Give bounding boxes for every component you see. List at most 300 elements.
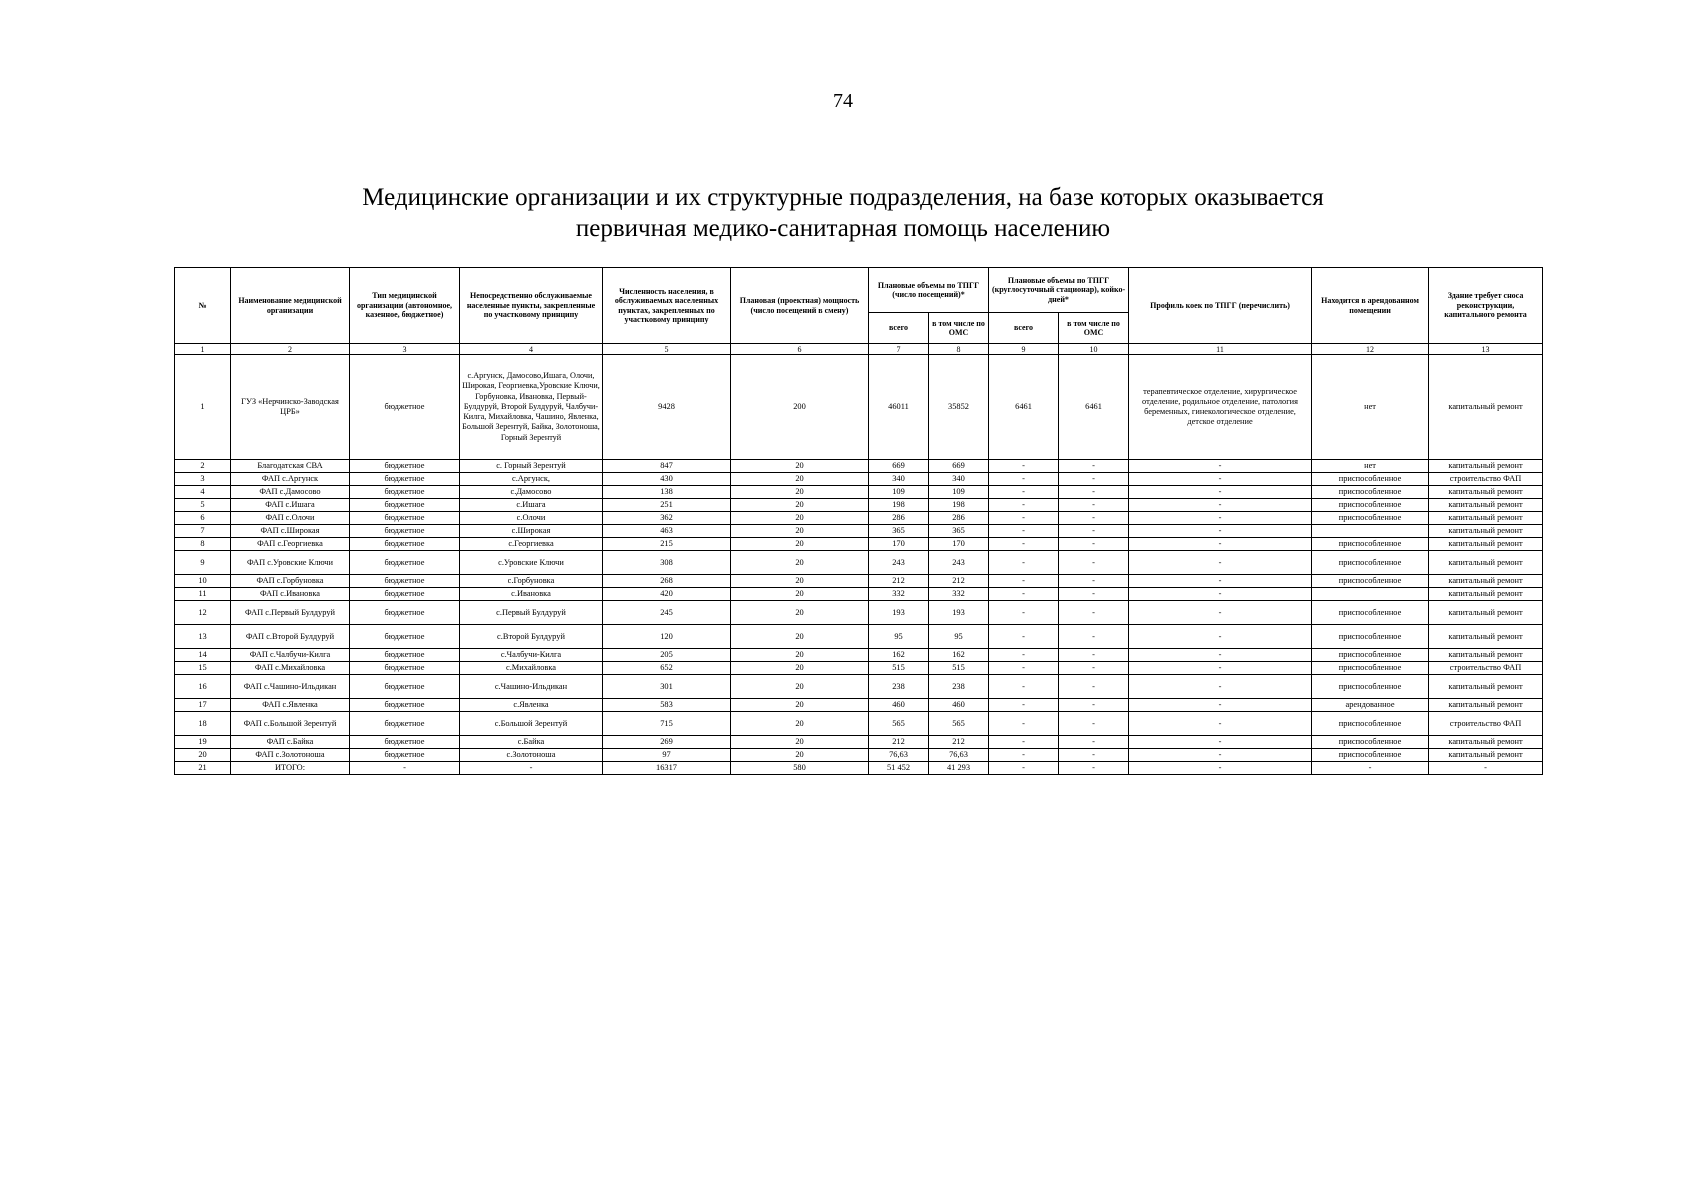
cell-profile: - (1129, 662, 1312, 675)
cell-visits-total: 243 (869, 551, 929, 575)
cell-settlements: с.Первый Булдуруй (460, 601, 603, 625)
cell-building: строительство ФАП (1429, 712, 1543, 736)
cell-profile: - (1129, 499, 1312, 512)
cell-bed-total: - (989, 675, 1059, 699)
cell-visits-oms: 286 (929, 512, 989, 525)
cell-capacity: 20 (731, 712, 869, 736)
header-settlements: Непосредственно обслуживаемые населенные пункты, закрепленные по участковому принципу (460, 268, 603, 344)
cell-capacity: 20 (731, 601, 869, 625)
column-number: 2 (231, 344, 350, 355)
cell-bed-oms: - (1059, 512, 1129, 525)
column-number: 11 (1129, 344, 1312, 355)
cell-visits-oms: 340 (929, 473, 989, 486)
cell-rented: приспособленное (1312, 473, 1429, 486)
cell-visits-total: 198 (869, 499, 929, 512)
header-rented: Находится в арендованном помещении (1312, 268, 1429, 344)
cell-capacity: 20 (731, 675, 869, 699)
cell-num: 7 (175, 525, 231, 538)
cell-num: 9 (175, 551, 231, 575)
cell-profile: - (1129, 649, 1312, 662)
cell-visits-oms: 170 (929, 538, 989, 551)
cell-bed-total: - (989, 649, 1059, 662)
cell-settlements: с.Большой Зерентуй (460, 712, 603, 736)
cell-bed-total: - (989, 625, 1059, 649)
cell-visits-oms: 565 (929, 712, 989, 736)
cell-name: ФАП с.Байка (231, 736, 350, 749)
cell-profile: - (1129, 473, 1312, 486)
cell-rented: приспособленное (1312, 575, 1429, 588)
cell-type: бюджетное (350, 512, 460, 525)
cell-building: капитальный ремонт (1429, 499, 1543, 512)
cell-num: 19 (175, 736, 231, 749)
cell-visits-oms: 95 (929, 625, 989, 649)
table-row (175, 499, 1543, 512)
cell-visits-oms: 212 (929, 575, 989, 588)
cell-population: 251 (603, 499, 731, 512)
column-number: 13 (1429, 344, 1543, 355)
cell-settlements: с.Горбуновка (460, 575, 603, 588)
header-profile: Профиль коек по ТПГГ (перечислить) (1129, 268, 1312, 344)
cell-bed-total: - (989, 499, 1059, 512)
cell-visits-total: 46011 (869, 355, 929, 460)
cell-num: 21 (175, 762, 231, 775)
cell-capacity: 20 (731, 625, 869, 649)
cell-building: капитальный ремонт (1429, 736, 1543, 749)
cell-rented: приспособленное (1312, 649, 1429, 662)
cell-building: капитальный ремонт (1429, 575, 1543, 588)
cell-visits-oms: 332 (929, 588, 989, 601)
cell-name: ГУЗ «Нерчинско-Заводская ЦРБ» (231, 355, 350, 460)
cell-profile: - (1129, 525, 1312, 538)
cell-settlements: с.Ишага (460, 499, 603, 512)
cell-num: 15 (175, 662, 231, 675)
cell-capacity: 20 (731, 699, 869, 712)
cell-profile: - (1129, 712, 1312, 736)
cell-rented (1312, 525, 1429, 538)
cell-profile: - (1129, 486, 1312, 499)
cell-bed-total: - (989, 588, 1059, 601)
cell-population: 583 (603, 699, 731, 712)
cell-building: капитальный ремонт (1429, 512, 1543, 525)
cell-bed-oms: - (1059, 649, 1129, 662)
header-name: Наименование медицинской организации (231, 268, 350, 344)
table-row (175, 575, 1543, 588)
cell-capacity: 200 (731, 355, 869, 460)
cell-rented: приспособленное (1312, 712, 1429, 736)
cell-name: ФАП с.Золотоноша (231, 749, 350, 762)
cell-visits-total: 669 (869, 460, 929, 473)
cell-bed-total: - (989, 473, 1059, 486)
cell-visits-total: 162 (869, 649, 929, 662)
cell-population: 847 (603, 460, 731, 473)
cell-bed-total: - (989, 460, 1059, 473)
cell-bed-total: - (989, 575, 1059, 588)
cell-settlements: с.Уровские Ключи (460, 551, 603, 575)
cell-profile: - (1129, 575, 1312, 588)
table-row (175, 512, 1543, 525)
table-row (175, 551, 1543, 575)
cell-building: строительство ФАП (1429, 473, 1543, 486)
cell-profile: - (1129, 625, 1312, 649)
cell-bed-total: 6461 (989, 355, 1059, 460)
cell-bed-total: - (989, 712, 1059, 736)
cell-type: бюджетное (350, 712, 460, 736)
cell-profile: - (1129, 699, 1312, 712)
cell-type: бюджетное (350, 749, 460, 762)
header-building: Здание требует сноса реконструкции, капитального ремонта (1429, 268, 1543, 344)
cell-type: бюджетное (350, 625, 460, 649)
cell-capacity: 20 (731, 525, 869, 538)
cell-rented: приспособленное (1312, 551, 1429, 575)
cell-profile: - (1129, 736, 1312, 749)
cell-visits-total: 286 (869, 512, 929, 525)
cell-population: 652 (603, 662, 731, 675)
cell-num: 17 (175, 699, 231, 712)
cell-profile: - (1129, 675, 1312, 699)
cell-profile: - (1129, 512, 1312, 525)
cell-type: бюджетное (350, 499, 460, 512)
cell-profile: терапевтическое отделение, хирургическое отделение, родильное отделение, патология беременных, гинекологическое отделение, детское отделение (1129, 355, 1312, 460)
cell-visits-oms: 41 293 (929, 762, 989, 775)
table-row (175, 662, 1543, 675)
cell-population: 463 (603, 525, 731, 538)
cell-visits-total: 332 (869, 588, 929, 601)
cell-building: - (1429, 762, 1543, 775)
cell-rented (1312, 588, 1429, 601)
cell-bed-total: - (989, 699, 1059, 712)
cell-rented: арендованное (1312, 699, 1429, 712)
cell-visits-total: 51 452 (869, 762, 929, 775)
header-capacity: Плановая (проектная) мощность (число посещений в смену) (731, 268, 869, 344)
title-line-1: Медицинские организации и их структурные подразделения, на базе которых оказывается (362, 184, 1324, 211)
cell-visits-total: 170 (869, 538, 929, 551)
cell-building: капитальный ремонт (1429, 749, 1543, 762)
column-number: 7 (869, 344, 929, 355)
cell-population: 301 (603, 675, 731, 699)
cell-visits-oms: 669 (929, 460, 989, 473)
column-number: 5 (603, 344, 731, 355)
cell-capacity: 580 (731, 762, 869, 775)
cell-bed-total: - (989, 736, 1059, 749)
table-row (175, 601, 1543, 625)
cell-visits-total: 460 (869, 699, 929, 712)
cell-capacity: 20 (731, 662, 869, 675)
table-row (175, 749, 1543, 762)
cell-name: ФАП с.Георгиевка (231, 538, 350, 551)
cell-type: бюджетное (350, 575, 460, 588)
cell-name: ФАП с.Широкая (231, 525, 350, 538)
header-visits-total: всего (869, 313, 929, 344)
cell-profile: - (1129, 749, 1312, 762)
column-number: 3 (350, 344, 460, 355)
cell-visits-oms: 76,63 (929, 749, 989, 762)
cell-visits-oms: 162 (929, 649, 989, 662)
cell-population: 430 (603, 473, 731, 486)
cell-visits-oms: 109 (929, 486, 989, 499)
cell-rented: приспособленное (1312, 736, 1429, 749)
cell-visits-oms: 193 (929, 601, 989, 625)
cell-bed-oms: - (1059, 460, 1129, 473)
cell-visits-total: 340 (869, 473, 929, 486)
cell-visits-total: 109 (869, 486, 929, 499)
cell-bed-oms: - (1059, 762, 1129, 775)
cell-bed-oms: 6461 (1059, 355, 1129, 460)
table-row (175, 712, 1543, 736)
cell-rented: приспособленное (1312, 625, 1429, 649)
cell-settlements: с.Байка (460, 736, 603, 749)
cell-type: бюджетное (350, 662, 460, 675)
cell-type: бюджетное (350, 736, 460, 749)
cell-visits-total: 193 (869, 601, 929, 625)
column-number: 6 (731, 344, 869, 355)
cell-bed-oms: - (1059, 699, 1129, 712)
cell-rented: нет (1312, 355, 1429, 460)
cell-capacity: 20 (731, 649, 869, 662)
cell-visits-oms: 198 (929, 499, 989, 512)
cell-bed-oms: - (1059, 675, 1129, 699)
cell-bed-oms: - (1059, 712, 1129, 736)
header-num: № (175, 268, 231, 344)
cell-rented: нет (1312, 460, 1429, 473)
cell-bed-total: - (989, 512, 1059, 525)
cell-name: ФАП с.Уровские Ключи (231, 551, 350, 575)
cell-bed-oms: - (1059, 749, 1129, 762)
column-number: 10 (1059, 344, 1129, 355)
cell-building: капитальный ремонт (1429, 588, 1543, 601)
cell-name: ФАП с.Горбуновка (231, 575, 350, 588)
cell-profile: - (1129, 538, 1312, 551)
cell-building: строительство ФАП (1429, 662, 1543, 675)
cell-settlements: с. Горный Зерентуй (460, 460, 603, 473)
cell-visits-total: 365 (869, 525, 929, 538)
cell-bed-oms: - (1059, 551, 1129, 575)
cell-population: 9428 (603, 355, 731, 460)
cell-visits-total: 515 (869, 662, 929, 675)
table-row (175, 649, 1543, 662)
cell-visits-total: 212 (869, 736, 929, 749)
header-row (175, 268, 1543, 313)
cell-capacity: 20 (731, 575, 869, 588)
cell-rented: приспособленное (1312, 512, 1429, 525)
cell-type: бюджетное (350, 538, 460, 551)
header-type: Тип медицинской организации (автономное, казенное, бюджетное) (350, 268, 460, 344)
cell-capacity: 20 (731, 749, 869, 762)
cell-building: капитальный ремонт (1429, 460, 1543, 473)
cell-capacity: 20 (731, 486, 869, 499)
cell-settlements: с.Чашино-Ильдикан (460, 675, 603, 699)
cell-rented: приспособленное (1312, 662, 1429, 675)
cell-settlements: с.Явленка (460, 699, 603, 712)
cell-name: Благодатская СВА (231, 460, 350, 473)
cell-name: ФАП с.Первый Булдуруй (231, 601, 350, 625)
cell-building: капитальный ремонт (1429, 601, 1543, 625)
table-row (175, 588, 1543, 601)
cell-bed-oms: - (1059, 588, 1129, 601)
cell-settlements: с.Широкая (460, 525, 603, 538)
cell-bed-total: - (989, 662, 1059, 675)
cell-population: 138 (603, 486, 731, 499)
cell-rented: приспособленное (1312, 601, 1429, 625)
cell-visits-oms: 460 (929, 699, 989, 712)
cell-bed-total: - (989, 486, 1059, 499)
cell-num: 18 (175, 712, 231, 736)
cell-bed-oms: - (1059, 538, 1129, 551)
column-number-row (175, 344, 1543, 355)
cell-num: 14 (175, 649, 231, 662)
table-row (175, 525, 1543, 538)
cell-building: капитальный ремонт (1429, 538, 1543, 551)
cell-bed-oms: - (1059, 601, 1129, 625)
cell-profile: - (1129, 588, 1312, 601)
cell-building: капитальный ремонт (1429, 355, 1543, 460)
cell-population: 97 (603, 749, 731, 762)
cell-num: 10 (175, 575, 231, 588)
cell-num: 16 (175, 675, 231, 699)
cell-bed-oms: - (1059, 499, 1129, 512)
table-row (175, 538, 1543, 551)
cell-capacity: 20 (731, 538, 869, 551)
cell-population: 215 (603, 538, 731, 551)
cell-visits-total: 565 (869, 712, 929, 736)
cell-settlements: с.Второй Булдуруй (460, 625, 603, 649)
cell-building: капитальный ремонт (1429, 486, 1543, 499)
cell-name: ФАП с.Чалбучи-Килга (231, 649, 350, 662)
cell-capacity: 20 (731, 460, 869, 473)
cell-bed-oms: - (1059, 625, 1129, 649)
cell-visits-total: 76,63 (869, 749, 929, 762)
cell-rented: - (1312, 762, 1429, 775)
cell-type: - (350, 762, 460, 775)
cell-bed-oms: - (1059, 575, 1129, 588)
cell-visits-oms: 238 (929, 675, 989, 699)
cell-bed-oms: - (1059, 662, 1129, 675)
cell-visits-total: 212 (869, 575, 929, 588)
cell-bed-oms: - (1059, 736, 1129, 749)
cell-population: 120 (603, 625, 731, 649)
cell-type: бюджетное (350, 601, 460, 625)
cell-capacity: 20 (731, 736, 869, 749)
cell-rented: приспособленное (1312, 538, 1429, 551)
cell-num: 11 (175, 588, 231, 601)
cell-bed-oms: - (1059, 525, 1129, 538)
cell-rented: приспособленное (1312, 749, 1429, 762)
cell-name: ИТОГО: (231, 762, 350, 775)
header-population: Численность населения, в обслуживаемых населенных пунктах, закрепленных по участковому принципу (603, 268, 731, 344)
cell-name: ФАП с.Ивановка (231, 588, 350, 601)
cell-population: 420 (603, 588, 731, 601)
cell-settlements: с.Дамосово (460, 486, 603, 499)
cell-bed-total: - (989, 551, 1059, 575)
column-number: 4 (460, 344, 603, 355)
header-visits-oms: в том числе по ОМС (929, 313, 989, 344)
cell-population: 205 (603, 649, 731, 662)
cell-type: бюджетное (350, 675, 460, 699)
cell-capacity: 20 (731, 512, 869, 525)
cell-population: 245 (603, 601, 731, 625)
cell-profile: - (1129, 601, 1312, 625)
cell-bed-total: - (989, 749, 1059, 762)
cell-num: 3 (175, 473, 231, 486)
cell-bed-total: - (989, 601, 1059, 625)
table-row (175, 699, 1543, 712)
header-visits: Плановые объемы по ТПГГ (число посещений)* (869, 268, 989, 313)
cell-settlements: с.Ивановка (460, 588, 603, 601)
column-number: 9 (989, 344, 1059, 355)
table-row (175, 355, 1543, 460)
cell-visits-oms: 212 (929, 736, 989, 749)
cell-building: капитальный ремонт (1429, 551, 1543, 575)
cell-settlements: с.Георгиевка (460, 538, 603, 551)
cell-visits-oms: 35852 (929, 355, 989, 460)
table-row (175, 473, 1543, 486)
cell-visits-oms: 365 (929, 525, 989, 538)
table-row (175, 486, 1543, 499)
cell-settlements: с.Чалбучи-Килга (460, 649, 603, 662)
table-row (175, 736, 1543, 749)
cell-settlements: с.Аргунск, Дамосово,Ишага, Олочи, Широкая, Георгиевка,Уровские Ключи, Горбуновка, Ивановка, Первый-Булдуруй, Второй Булдуруй, Чалбучи-Килга, Михайловка, Чашино, Явленка, Большой Зерентуй, Байка, Золотоноша, Горный Зерентуй (460, 355, 603, 460)
cell-bed-oms: - (1059, 473, 1129, 486)
cell-name: ФАП с.Олочи (231, 512, 350, 525)
cell-name: ФАП с.Михайловка (231, 662, 350, 675)
cell-rented: приспособленное (1312, 486, 1429, 499)
cell-settlements: с.Аргунск, (460, 473, 603, 486)
column-number: 12 (1312, 344, 1429, 355)
cell-population: 268 (603, 575, 731, 588)
cell-population: 308 (603, 551, 731, 575)
column-number: 1 (175, 344, 231, 355)
cell-visits-total: 95 (869, 625, 929, 649)
cell-bed-oms: - (1059, 486, 1129, 499)
cell-building: капитальный ремонт (1429, 675, 1543, 699)
cell-type: бюджетное (350, 525, 460, 538)
cell-building: капитальный ремонт (1429, 625, 1543, 649)
cell-profile: - (1129, 551, 1312, 575)
cell-population: 269 (603, 736, 731, 749)
table-row (175, 460, 1543, 473)
cell-name: ФАП с.Ишага (231, 499, 350, 512)
cell-profile: - (1129, 460, 1312, 473)
cell-capacity: 20 (731, 551, 869, 575)
cell-profile: - (1129, 762, 1312, 775)
cell-type: бюджетное (350, 460, 460, 473)
cell-type: бюджетное (350, 588, 460, 601)
header-bed-total: всего (989, 313, 1059, 344)
cell-population: 362 (603, 512, 731, 525)
cell-capacity: 20 (731, 588, 869, 601)
cell-num: 2 (175, 460, 231, 473)
cell-building: капитальный ремонт (1429, 649, 1543, 662)
cell-type: бюджетное (350, 486, 460, 499)
cell-name: ФАП с.Второй Булдуруй (231, 625, 350, 649)
cell-type: бюджетное (350, 699, 460, 712)
cell-name: ФАП с.Явленка (231, 699, 350, 712)
cell-settlements: с.Золотоноша (460, 749, 603, 762)
cell-capacity: 20 (731, 499, 869, 512)
cell-settlements: с.Олочи (460, 512, 603, 525)
cell-rented: приспособленное (1312, 499, 1429, 512)
cell-type: бюджетное (350, 473, 460, 486)
cell-name: ФАП с.Большой Зерентуй (231, 712, 350, 736)
column-number: 8 (929, 344, 989, 355)
title-line-2: первичная медико-санитарная помощь населению (575, 215, 1111, 242)
cell-num: 13 (175, 625, 231, 649)
cell-population: 16317 (603, 762, 731, 775)
cell-name: ФАП с.Дамосово (231, 486, 350, 499)
cell-num: 8 (175, 538, 231, 551)
cell-name: ФАП с.Чашино-Ильдикан (231, 675, 350, 699)
cell-num: 1 (175, 355, 231, 460)
cell-capacity: 20 (731, 473, 869, 486)
